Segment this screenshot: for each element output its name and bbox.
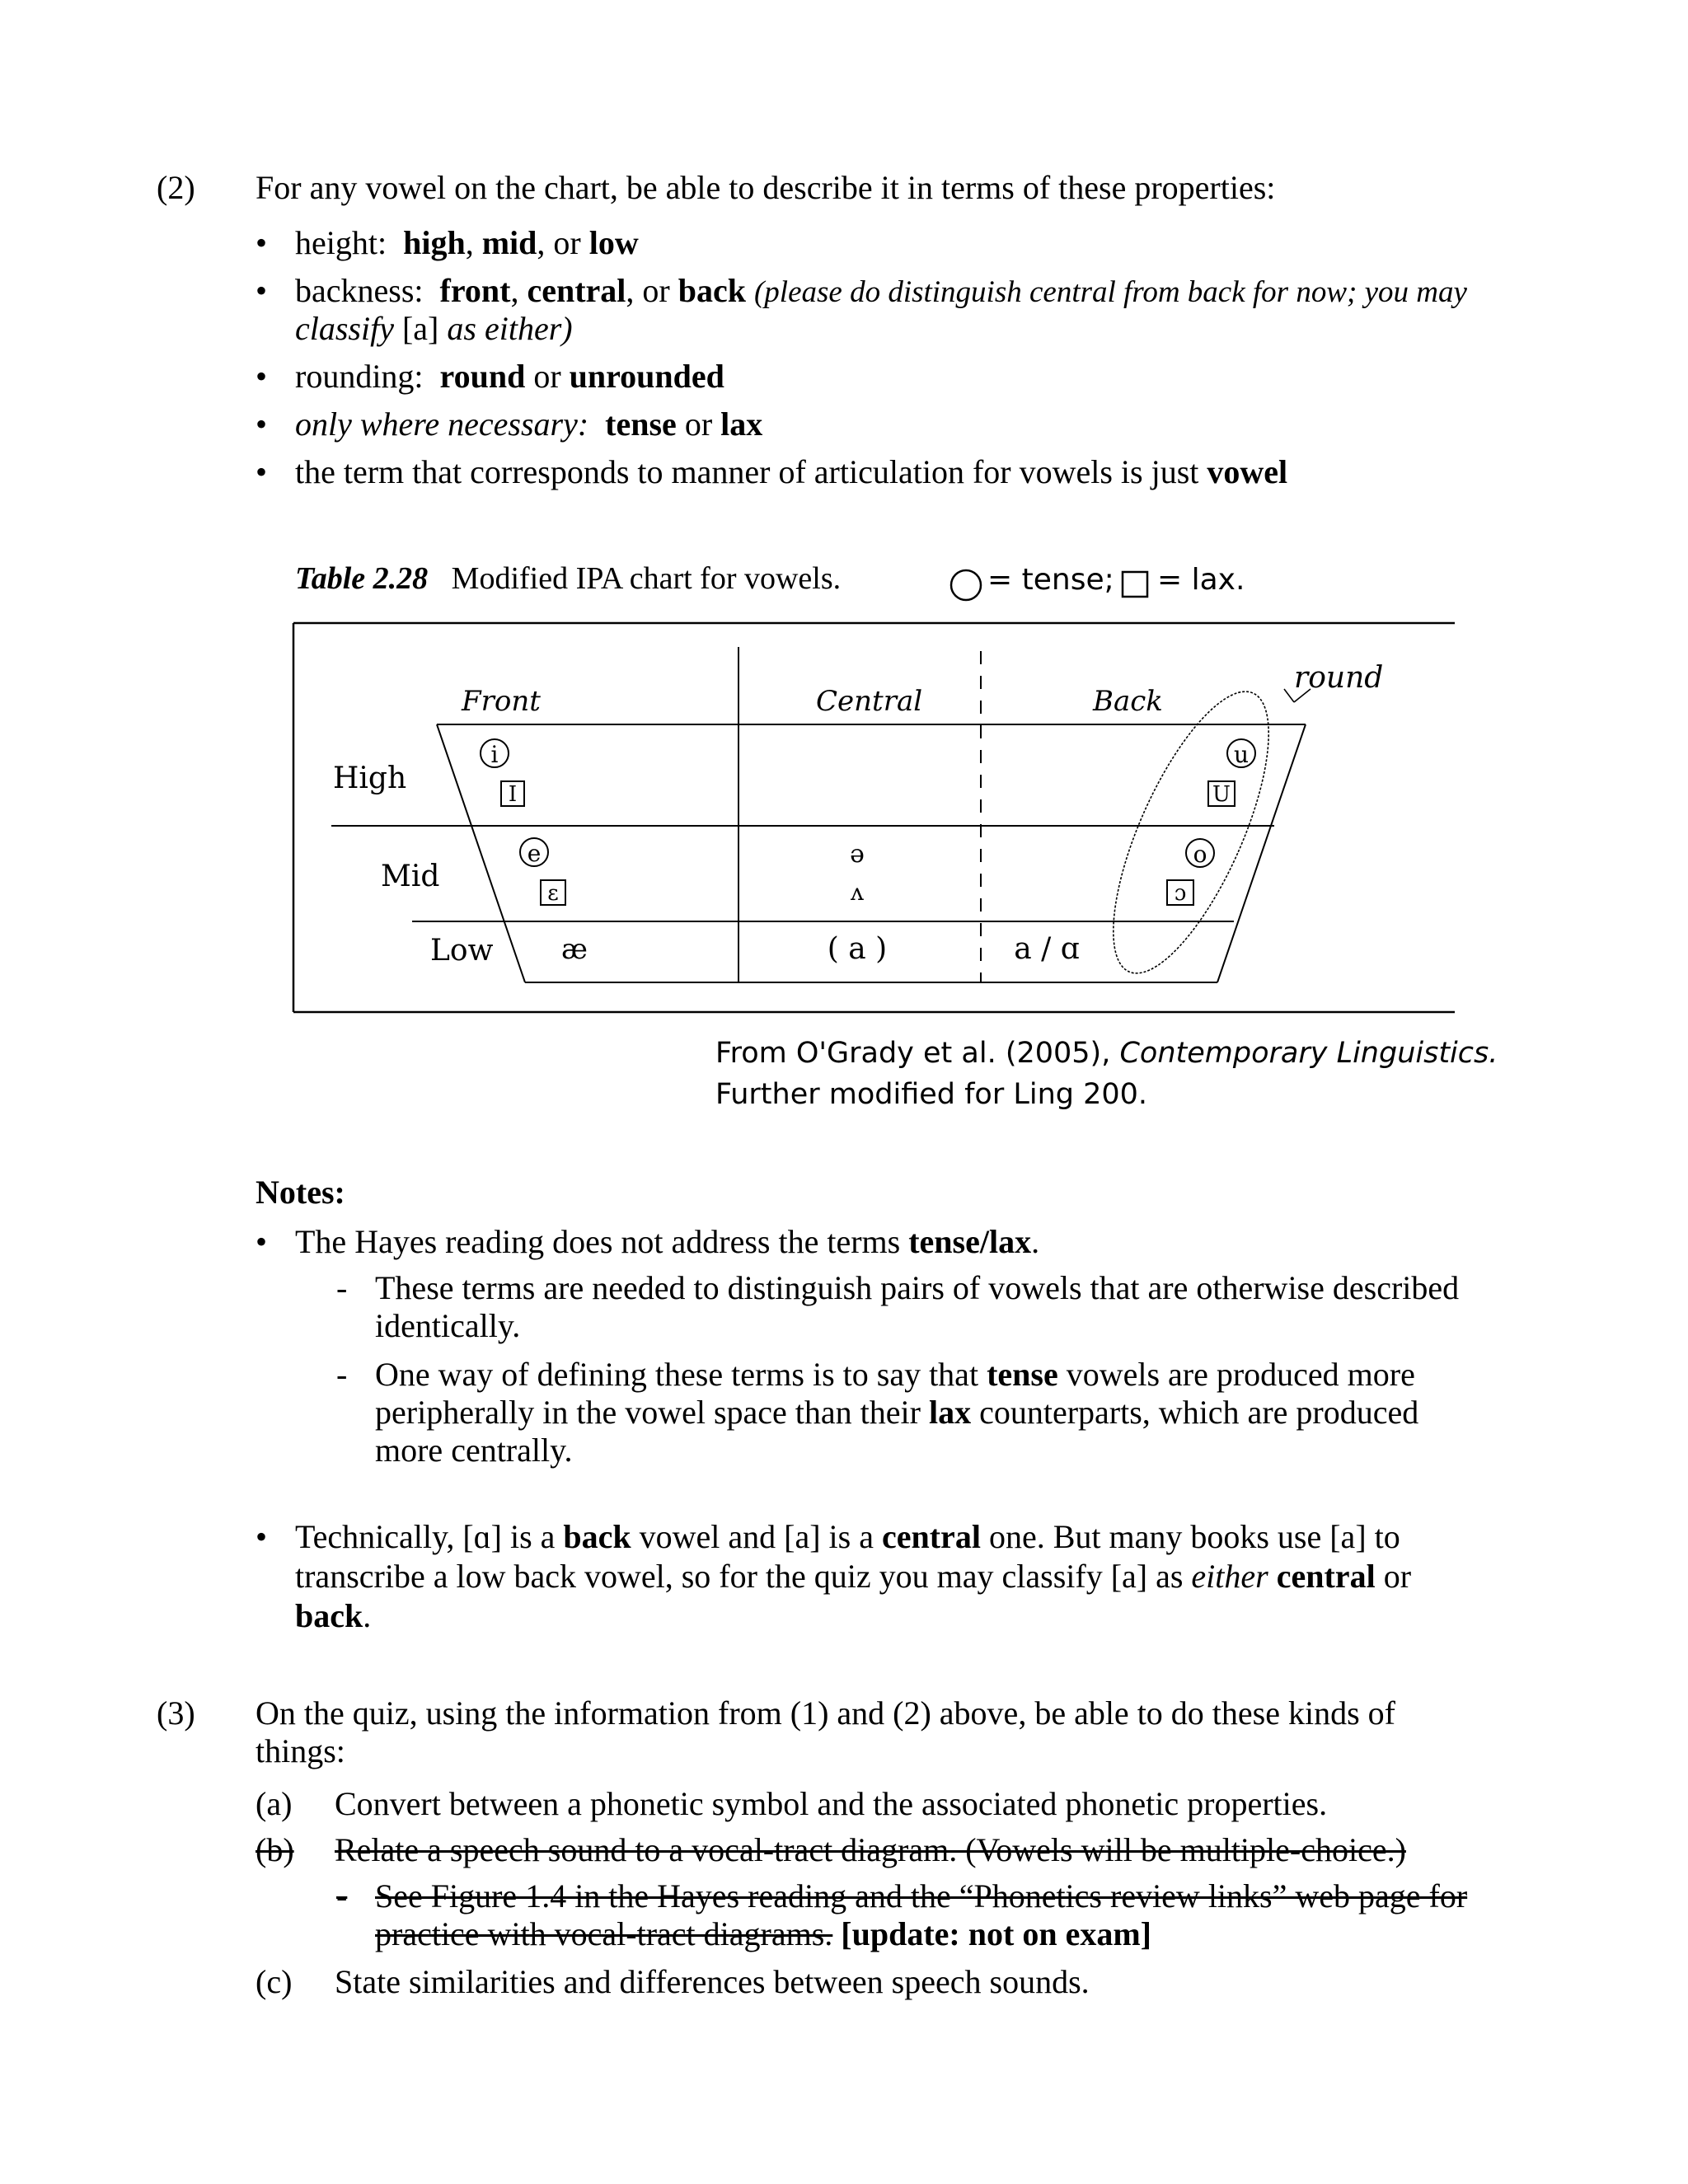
note-2-end: .	[363, 1597, 372, 1634]
vowel-ae: æ	[561, 933, 588, 966]
vowel-a-back: a / ɑ	[1014, 932, 1080, 966]
bullet: •	[256, 358, 268, 395]
note-1	[295, 1223, 1039, 1261]
col-back-label: Back	[1093, 685, 1163, 718]
backness-central: central	[527, 272, 626, 309]
vowel-schwa: ə	[850, 840, 865, 869]
vowel-I: I	[508, 782, 518, 807]
note-2-or: or	[1383, 1558, 1412, 1595]
backness-back: back	[678, 272, 746, 309]
note-1b-line1	[375, 1356, 1415, 1394]
bullet: •	[256, 1223, 268, 1260]
rounding-unrounded: unrounded	[569, 358, 724, 395]
note-1b-pre: One way of defining these terms is to say that	[375, 1356, 979, 1393]
notes-heading: Notes:	[256, 1174, 345, 1211]
tense-lax-tense: tense	[605, 405, 677, 443]
vowel-a-central: ( a )	[827, 932, 888, 966]
note-1-text: The Hayes reading does not address the terms	[295, 1223, 901, 1260]
table-source-title: Contemporary Linguistics.	[1119, 1037, 1498, 1070]
note-2-central2: central	[1276, 1558, 1376, 1595]
item-c-label: (c)	[256, 1963, 293, 2000]
section-2-intro: For any vowel on the chart, be able to describe it in terms of these properties:	[256, 169, 1276, 206]
note-1a-line2: identically.	[375, 1307, 521, 1344]
vowel-U: U	[1212, 782, 1231, 807]
backness-label: backness:	[295, 272, 424, 309]
vowel-open-o: ɔ	[1174, 881, 1187, 906]
round-ellipse	[1082, 673, 1300, 992]
section-2-number: (2)	[157, 169, 195, 206]
vowel-epsilon: ɛ	[547, 881, 559, 906]
bullet: •	[256, 272, 268, 309]
backness-note-line1: (please do distinguish central from back for now; you may	[753, 275, 1467, 309]
note-2-either: either	[1191, 1558, 1268, 1595]
height-sep2: , or	[537, 224, 581, 261]
section-3-line2: things:	[256, 1732, 345, 1769]
round-pointer	[1284, 689, 1294, 702]
col-central-label: Central	[816, 685, 923, 718]
rounding-label: rounding:	[295, 358, 424, 395]
table-caption-text: Modified IPA chart for vowels.	[451, 561, 842, 596]
note-2-back2: back	[295, 1597, 363, 1634]
note-2-line3	[295, 1597, 371, 1635]
height-low: low	[588, 224, 639, 261]
note-1b-line3: more centrally.	[375, 1432, 573, 1469]
backness-note-symbol: [a]	[401, 310, 439, 347]
note-1b-l2-post: counterparts, which are produced	[979, 1394, 1419, 1431]
note-1b-post: vowels are produced more	[1066, 1356, 1415, 1393]
note-1b-line2	[375, 1394, 1418, 1432]
section-3-line1: On the quiz, using the information from (1) and (2) above, be able to do these kinds of	[256, 1694, 1395, 1732]
tense-lax-prefix: only where necessary:	[295, 405, 589, 443]
vowel-wedge: ʌ	[851, 879, 864, 906]
tense-lax-or: or	[684, 405, 713, 443]
table-source-line2: Further modified for Ling 200.	[715, 1078, 1148, 1111]
item-b-sub-line2	[375, 1915, 1151, 1953]
backness-front: front	[439, 272, 511, 309]
dash: -	[336, 1356, 348, 1393]
tense-key-label: = tense;	[987, 563, 1114, 597]
dash: -	[336, 1269, 348, 1306]
note-2-l1-a: Technically, [ɑ] is a	[295, 1518, 556, 1555]
table-source-text: From O'Grady et al. (2005),	[715, 1037, 1111, 1070]
height-sep1: ,	[465, 224, 474, 261]
note-2-l1-b: vowel and [a] is a	[639, 1518, 874, 1555]
vowel-u: u	[1233, 741, 1250, 768]
section-3-number: (3)	[157, 1694, 195, 1732]
backness-note-end: as either)	[447, 310, 573, 347]
item-b-sub-text: practice with vocal-tract diagrams.	[375, 1915, 833, 1952]
note-2-l1-c: one. But many books use [a] to	[988, 1518, 1400, 1555]
col-front-label: Front	[462, 685, 541, 718]
round-label: round	[1294, 661, 1384, 695]
note-2-line2	[295, 1558, 1411, 1596]
vowel-o: o	[1193, 841, 1207, 868]
row-mid-label: Mid	[381, 860, 440, 893]
bullet: •	[256, 453, 268, 490]
table-label: Table 2.28	[295, 561, 429, 596]
note-1b-lax: lax	[928, 1394, 972, 1431]
note-1b-tense: tense	[987, 1356, 1058, 1393]
manner-vowel: vowel	[1207, 453, 1288, 490]
height-mid: mid	[481, 224, 537, 261]
row-high-label: High	[333, 762, 407, 795]
item-b-text: Relate a speech sound to a vocal-tract diagram. (Vowels will be multiple-choice.)	[335, 1831, 1406, 1868]
item-b-sub-dash: -	[336, 1877, 348, 1915]
note-1-bold: tense/lax	[908, 1223, 1032, 1260]
height-label: height:	[295, 224, 387, 261]
bullet: •	[256, 405, 268, 443]
rounding-round: round	[439, 358, 526, 395]
item-c-text: State similarities and differences between speech sounds.	[335, 1963, 1090, 2000]
bullet: •	[256, 1518, 268, 1555]
rounding-or: or	[533, 358, 561, 395]
backness-sep2: , or	[626, 272, 670, 309]
note-2-l2-a: transcribe a low back vowel, so for the quiz you may classify [a] as	[295, 1558, 1184, 1595]
height-high: high	[403, 224, 466, 261]
tense-lax-lax: lax	[720, 405, 763, 443]
note-1a-line1: These terms are needed to distinguish pairs of vowels that are otherwise described	[375, 1269, 1460, 1306]
note-1b-l2-pre: peripherally in the vowel space than their	[375, 1394, 921, 1431]
bullet: •	[256, 224, 268, 261]
vowel-i: i	[490, 741, 499, 768]
lax-key-label: = lax.	[1157, 563, 1245, 597]
note-2-central: central	[881, 1518, 981, 1555]
vowel-e: e	[527, 840, 542, 867]
note-1-end: .	[1031, 1223, 1040, 1260]
note-2-back: back	[563, 1518, 631, 1555]
note-2-line1	[295, 1518, 1400, 1556]
backness-sep1: ,	[510, 272, 519, 309]
item-b-label: (b)	[256, 1831, 294, 1868]
item-a-text: Convert between a phonetic symbol and the associated phonetic properties.	[335, 1785, 1328, 1822]
vowel-chart	[0, 0, 1688, 1071]
item-b-sub-line1: See Figure 1.4 in the Hayes reading and the “Phonetics review links” web page for	[375, 1877, 1468, 1915]
item-b-update: [update: not on exam]	[841, 1915, 1151, 1952]
backness-note-classify: classify	[295, 310, 394, 347]
item-a-label: (a)	[256, 1785, 293, 1822]
row-low-label: Low	[430, 934, 494, 968]
manner-text: the term that corresponds to manner of articulation for vowels is just	[295, 453, 1199, 490]
table-source-line1	[715, 1035, 1498, 1071]
